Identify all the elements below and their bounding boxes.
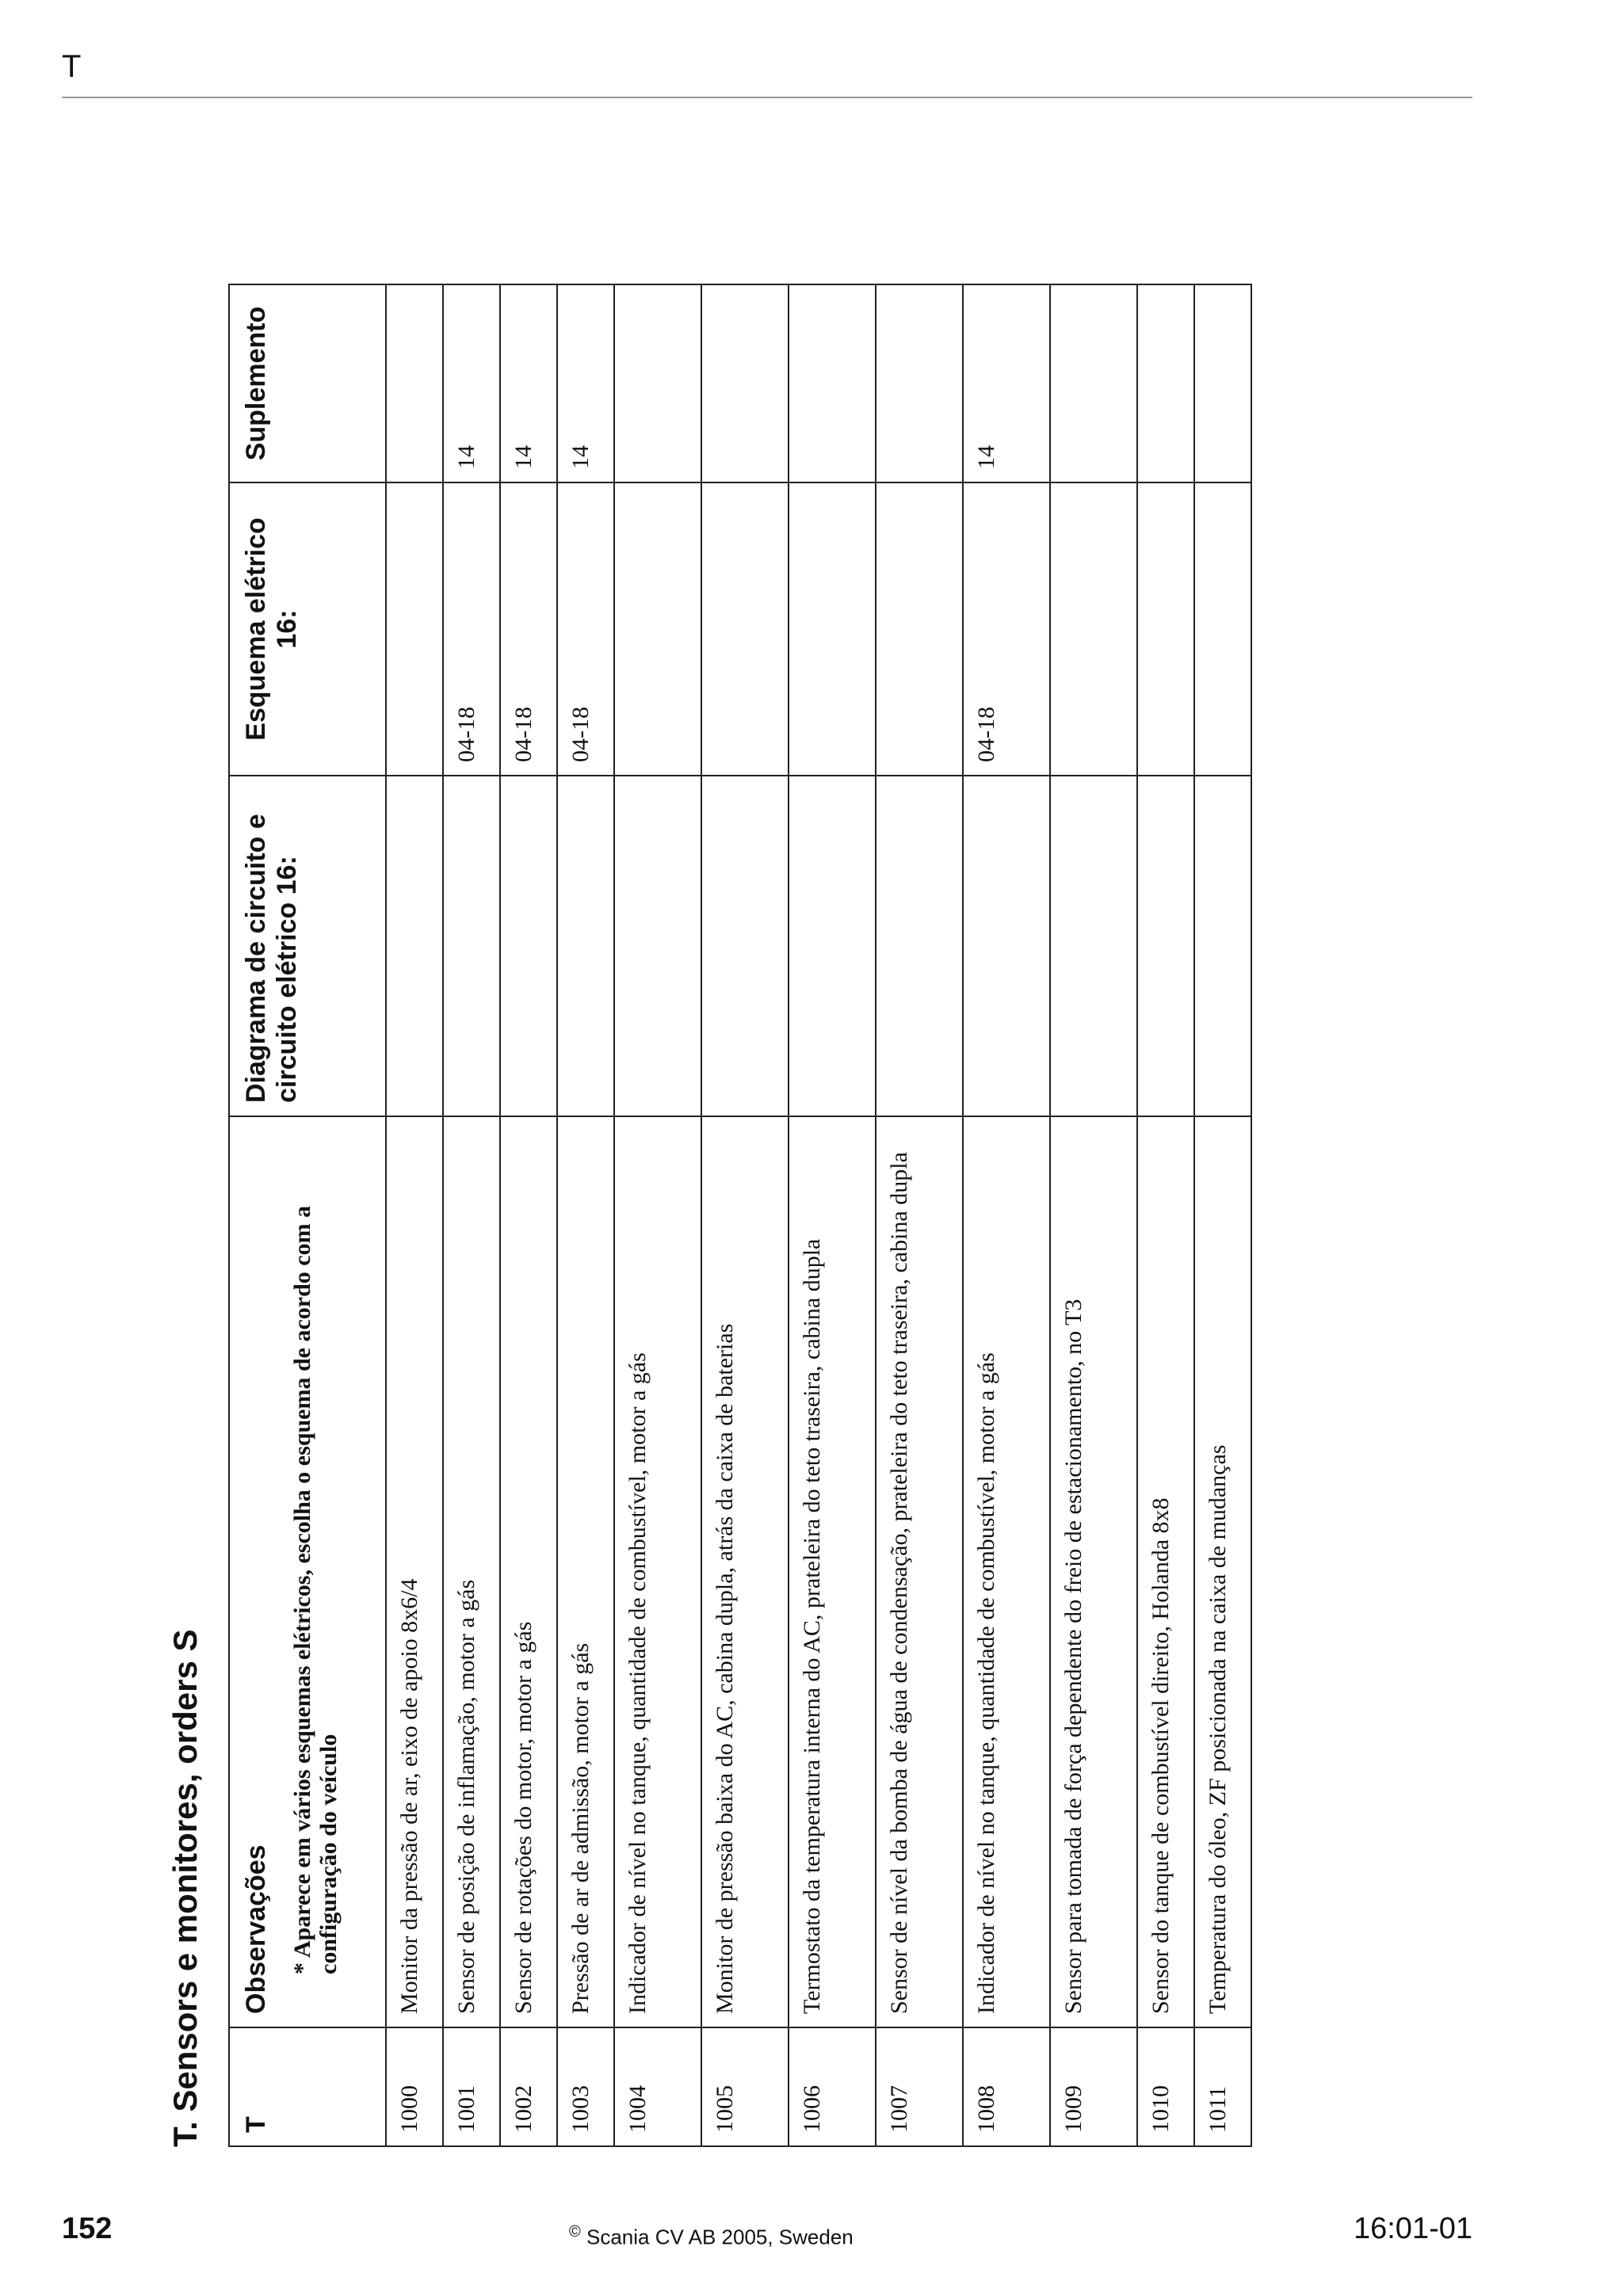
cell-suplemento <box>386 284 443 482</box>
cell-esquema: 04-18 <box>557 482 614 776</box>
header-divider <box>62 97 1472 98</box>
table-row <box>1050 284 1137 2146</box>
section-letter: T <box>62 49 82 84</box>
cell-t: 1003 <box>557 2027 614 2146</box>
cell-observacoes: Temperatura do óleo, ZF posicionada na caixa de mudanças <box>1194 1116 1251 2027</box>
cell-diagrama <box>443 776 500 1116</box>
cell-diagrama <box>386 776 443 1116</box>
cell-diagrama <box>1050 776 1137 1116</box>
cell-suplemento <box>876 284 963 482</box>
cell-observacoes: Termostato da temperatura interna do AC, prateleira do teto traseira, cabina dupla <box>789 1116 876 2027</box>
cell-t: 1011 <box>1194 2027 1251 2146</box>
cell-observacoes: Pressão de ar de admissão, motor a gás <box>557 1116 614 2027</box>
copyright <box>569 2223 854 2250</box>
cell-t: 1008 <box>963 2027 1050 2146</box>
table-row <box>1137 284 1194 2146</box>
cell-observacoes: Indicador de nível no tanque, quantidade de combustível, motor a gás <box>963 1116 1050 2027</box>
cell-observacoes: Sensor para tomada de força dependente do freio de estacionamento, no T3 <box>1050 1116 1137 2027</box>
rotated-content <box>166 285 1276 2147</box>
cell-suplemento <box>701 284 789 482</box>
copyright-text: Scania CV AB 2005, Sweden <box>586 2225 854 2249</box>
cell-diagrama <box>500 776 557 1116</box>
cell-observacoes: Monitor da pressão de ar, eixo de apoio 8x6/4 <box>386 1116 443 2027</box>
cell-t: 1006 <box>789 2027 876 2146</box>
cell-esquema: 04-18 <box>500 482 557 776</box>
table-header-row <box>229 284 386 2146</box>
cell-suplemento <box>1050 284 1137 482</box>
cell-t: 1002 <box>500 2027 557 2146</box>
table-row <box>614 284 701 2146</box>
cell-observacoes: Sensor de posição de inflamação, motor a gás <box>443 1116 500 2027</box>
cell-diagrama <box>557 776 614 1116</box>
column-header-esquema: Esquema elétrico 16: <box>229 482 386 776</box>
table-row <box>963 284 1050 2146</box>
cell-esquema: 04-18 <box>443 482 500 776</box>
cell-suplemento <box>1137 284 1194 482</box>
cell-esquema <box>1050 482 1137 776</box>
document-code: 16:01-01 <box>1353 2212 1472 2245</box>
cell-diagrama <box>963 776 1050 1116</box>
column-header-diagrama: Diagrama de circuito e circuito elétrico 16: <box>229 776 386 1116</box>
sensor-table <box>228 284 1252 2147</box>
cell-esquema <box>386 482 443 776</box>
cell-suplemento: 14 <box>443 284 500 482</box>
cell-observacoes: Sensor de nível da bomba de água de condensação, prateleira do teto traseira, cabina dupla <box>876 1116 963 2027</box>
cell-t: 1004 <box>614 2027 701 2146</box>
cell-suplemento <box>614 284 701 482</box>
table-row <box>386 284 443 2146</box>
cell-suplemento: 14 <box>557 284 614 482</box>
table-row <box>701 284 789 2146</box>
cell-suplemento <box>789 284 876 482</box>
cell-esquema <box>876 482 963 776</box>
table-row <box>789 284 876 2146</box>
cell-esquema <box>789 482 876 776</box>
cell-suplemento <box>1194 284 1251 482</box>
cell-t: 1010 <box>1137 2027 1194 2146</box>
cell-suplemento: 14 <box>963 284 1050 482</box>
cell-diagrama <box>789 776 876 1116</box>
table-body <box>386 284 1251 2146</box>
cell-t: 1001 <box>443 2027 500 2146</box>
cell-t: 1005 <box>701 2027 789 2146</box>
cell-diagrama <box>1137 776 1194 1116</box>
cell-diagrama <box>1194 776 1251 1116</box>
cell-esquema <box>701 482 789 776</box>
cell-observacoes: Monitor de pressão baixa do AC, cabina dupla, atrás da caixa de baterias <box>701 1116 789 2027</box>
table-row <box>1194 284 1251 2146</box>
cell-t: 1000 <box>386 2027 443 2146</box>
page-number: 152 <box>62 2212 113 2245</box>
cell-esquema <box>1137 482 1194 776</box>
table-row <box>500 284 557 2146</box>
cell-suplemento: 14 <box>500 284 557 482</box>
column-header-suplemento: Suplemento <box>229 284 386 482</box>
cell-diagrama <box>701 776 789 1116</box>
table-row <box>557 284 614 2146</box>
cell-esquema: 04-18 <box>963 482 1050 776</box>
cell-esquema <box>1194 482 1251 776</box>
observacoes-note: * Aparece em vários esquemas elétricos, escolha o esquema de acordo com a configuração do veículo <box>289 1205 342 1974</box>
cell-diagrama <box>876 776 963 1116</box>
cell-t: 1009 <box>1050 2027 1137 2146</box>
cell-observacoes: Sensor do tanque de combustível direito, Holanda 8x8 <box>1137 1116 1194 2027</box>
cell-observacoes: Indicador de nível no tanque, quantidade de combustível, motor a gás <box>614 1116 701 2027</box>
table-row <box>443 284 500 2146</box>
copyright-symbol: © <box>569 2223 581 2241</box>
page-title: T. Sensors e monitores, orders S <box>166 1629 204 2147</box>
cell-observacoes: Sensor de rotações do motor, motor a gás <box>500 1116 557 2027</box>
cell-t: 1007 <box>876 2027 963 2146</box>
cell-diagrama <box>614 776 701 1116</box>
column-header-t: T <box>229 2027 386 2146</box>
table-row <box>876 284 963 2146</box>
cell-esquema <box>614 482 701 776</box>
column-header-observacoes: Observações * Aparece em vários esquemas elétricos, escolha o esquema de acordo com a configuração do veículo <box>229 1116 386 2027</box>
